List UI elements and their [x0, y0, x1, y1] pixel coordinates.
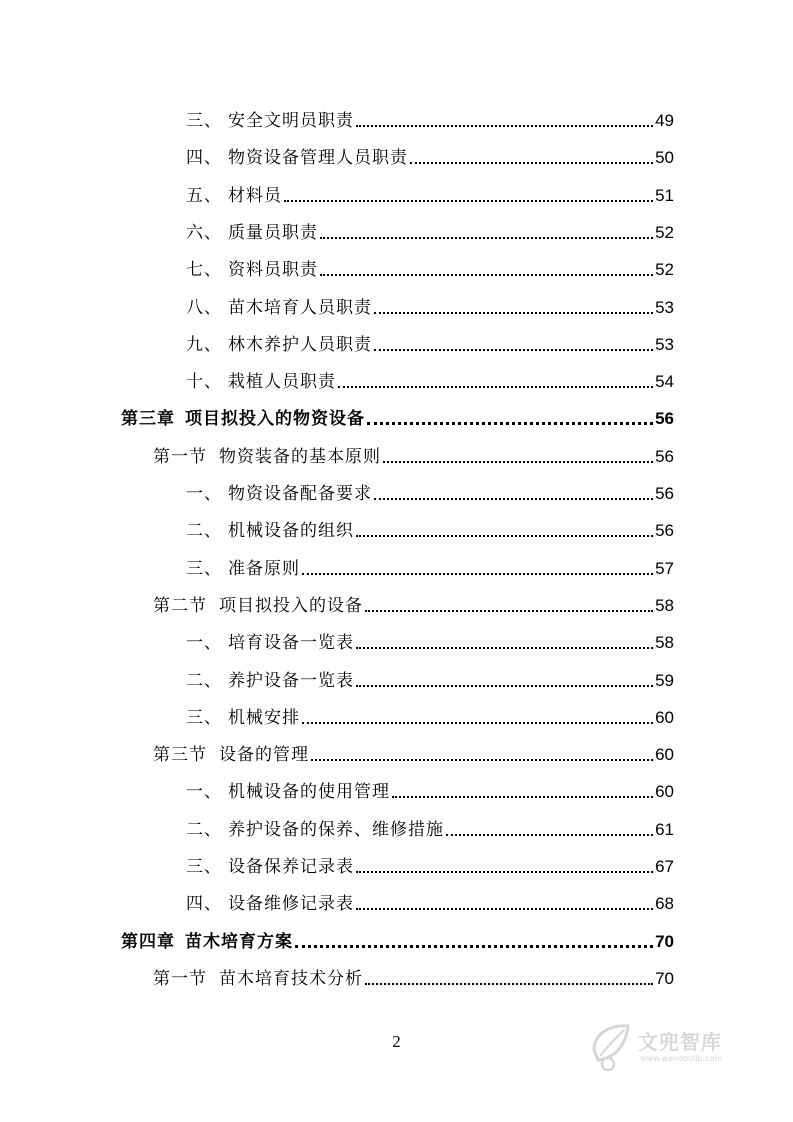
toc-entry-number: 八、: [186, 297, 222, 318]
toc-entry-page: 67: [655, 857, 674, 876]
toc-entry[interactable]: [186, 773, 674, 803]
toc-entry[interactable]: [121, 923, 674, 953]
toc-entry-page: 60: [655, 707, 674, 727]
toc-entry[interactable]: [121, 400, 674, 430]
toc-entry-label: [153, 446, 381, 468]
toc-entry-label: [186, 483, 372, 505]
toc-dot-leader: [367, 421, 653, 425]
toc-entry-page: 50: [655, 148, 674, 168]
toc-entry-page: 56: [655, 521, 674, 541]
toc-entry-page: 58: [655, 633, 674, 653]
toc-entry[interactable]: [153, 960, 674, 990]
toc-entry-number: 三、: [186, 558, 222, 579]
toc-entry[interactable]: [186, 699, 674, 729]
toc-entry-title: 安全文明员职责: [228, 111, 354, 131]
toc-dot-leader: [410, 161, 653, 164]
toc-entry[interactable]: [186, 550, 674, 580]
toc-entry[interactable]: [186, 885, 674, 915]
toc-entry-label: [186, 781, 390, 803]
toc-entry[interactable]: [153, 587, 674, 617]
toc-entry-page: 52: [655, 260, 674, 280]
toc-entry-label: [186, 147, 408, 169]
toc-entry-number: 第二节: [153, 595, 207, 616]
toc-dot-leader: [356, 870, 653, 873]
toc-entry-title: 项目拟投入的物资设备: [185, 409, 365, 430]
toc-entry-page: 70: [655, 931, 674, 951]
toc-entry-number: 六、: [186, 222, 222, 243]
toc-dot-leader: [374, 497, 653, 500]
toc-entry-number: 三、: [186, 857, 222, 877]
toc-entry-label: [153, 595, 363, 617]
toc-entry-label: [121, 931, 293, 953]
toc-entry-label: [186, 632, 354, 654]
toc-entry-label: [186, 334, 372, 356]
toc-entry-number: 一、: [186, 484, 222, 504]
toc-entry-number: 第一节: [153, 968, 207, 989]
toc-dot-leader: [356, 124, 653, 127]
toc-entry-label: [186, 297, 372, 319]
toc-dot-leader: [338, 385, 653, 388]
toc-entry-number: 三、: [186, 707, 222, 728]
toc-entry-title: 设备保养记录表: [228, 857, 354, 877]
toc-entry-title: 项目拟投入的设备: [219, 595, 363, 616]
toc-entry-page: 61: [655, 819, 674, 839]
toc-entry-label: [186, 558, 300, 580]
toc-entry-number: 四、: [186, 894, 222, 915]
toc-entry[interactable]: [186, 848, 674, 878]
toc-dot-leader: [374, 311, 653, 314]
toc-entry-number: 二、: [186, 521, 222, 542]
toc-entry-title: 机械设备的使用管理: [228, 782, 390, 803]
toc-entry-number: 一、: [186, 782, 222, 803]
toc-entry[interactable]: [186, 214, 674, 244]
toc-dot-leader: [320, 236, 653, 239]
toc-entry-page: 56: [655, 446, 674, 466]
toc-entry-page: 68: [655, 894, 674, 914]
toc-entry-title: 准备原则: [228, 558, 300, 579]
toc-entry-number: 第三章: [121, 409, 175, 430]
toc-entry-page: 57: [655, 558, 674, 578]
toc-dot-leader: [311, 758, 653, 761]
toc-entry[interactable]: [186, 662, 674, 692]
watermark-brand: 文兜智库: [638, 1030, 722, 1054]
toc-entry[interactable]: [186, 363, 674, 393]
toc-entry-title: 质量员职责: [228, 222, 318, 243]
toc-entry-page: 70: [655, 968, 674, 988]
toc-entry-number: 九、: [186, 334, 222, 355]
watermark-url: www.wendoulib.com: [640, 1054, 723, 1063]
toc-entry-title: 设备维修记录表: [228, 894, 354, 915]
toc-entry-number: 二、: [186, 670, 222, 691]
toc-dot-leader: [356, 534, 653, 537]
toc-entry-label: [186, 371, 336, 393]
toc-entry-title: 资料员职责: [228, 260, 318, 281]
toc-entry-title: 物资设备管理人员职责: [228, 148, 408, 169]
toc-entry-label: [186, 222, 318, 244]
toc-entry-title: 苗木培育人员职责: [228, 297, 372, 318]
toc-entry-label: [186, 893, 354, 915]
toc-entry-label: [153, 744, 309, 766]
toc-entry-number: 第一节: [153, 446, 207, 467]
toc-dot-leader: [383, 460, 653, 463]
toc-entry-label: [186, 707, 300, 729]
toc-entry-title: 物资装备的基本原则: [219, 446, 381, 467]
toc-entry[interactable]: [186, 139, 674, 169]
toc-entry-label: [186, 520, 354, 542]
watermark-leaf-icon: [588, 1016, 638, 1076]
toc-entry-title: 材料员: [228, 185, 282, 206]
toc-entry-label: [186, 259, 318, 281]
toc-dot-leader: [356, 907, 653, 910]
toc-entry[interactable]: [186, 475, 674, 505]
toc-entry-title: 林木养护人员职责: [228, 334, 372, 355]
toc-entry-page: 52: [655, 222, 674, 242]
toc-entry-label: [186, 110, 354, 132]
toc-dot-leader: [392, 795, 653, 798]
watermark-logo: [588, 1016, 768, 1076]
toc-dot-leader: [302, 572, 653, 575]
toc-entry-title: 养护设备一览表: [228, 670, 354, 691]
toc-entry[interactable]: [186, 811, 674, 841]
toc-entry-number: 一、: [186, 633, 222, 654]
toc-dot-leader: [374, 348, 653, 351]
toc-dot-leader: [295, 944, 653, 948]
toc-dot-leader: [446, 833, 653, 836]
toc-entry[interactable]: [186, 624, 674, 654]
toc-entry-title: 养护设备的保养、维修措施: [228, 819, 444, 840]
toc-entry-label: [186, 856, 354, 878]
toc-entry[interactable]: [186, 177, 674, 207]
toc-entry-number: 五、: [186, 185, 222, 206]
toc-entry-page: 60: [655, 745, 674, 765]
toc-entry-page: 49: [655, 111, 674, 130]
toc-entry-page: 60: [655, 782, 674, 802]
toc-entry[interactable]: [186, 102, 674, 132]
toc-entry[interactable]: [153, 736, 674, 766]
toc-entry-title: 栽植人员职责: [228, 372, 336, 393]
toc-entry-label: [153, 968, 363, 990]
toc-dot-leader: [365, 982, 653, 985]
toc-entry[interactable]: [186, 512, 674, 542]
toc-entry-label: [121, 408, 365, 430]
toc-dot-leader: [302, 721, 653, 724]
toc-entry-page: 59: [655, 670, 674, 690]
toc-entry-title: 苗木培育技术分析: [219, 968, 363, 989]
toc-entry[interactable]: [186, 289, 674, 319]
toc-entry-title: 物资设备配备要求: [228, 484, 372, 504]
toc-entry-number: 三、: [186, 111, 222, 131]
toc-dot-leader: [284, 199, 653, 202]
toc-entry-page: 51: [655, 185, 674, 205]
toc-entry-page: 54: [655, 372, 674, 392]
toc-entry-number: 十、: [186, 372, 222, 393]
toc-dot-leader: [365, 609, 653, 612]
toc-entry[interactable]: [186, 251, 674, 281]
toc-entry-label: [186, 185, 282, 207]
toc-entry-page: 56: [655, 409, 674, 429]
toc-entry-page: 53: [655, 297, 674, 317]
toc-entry-page: 58: [655, 595, 674, 615]
toc-entry-title: 机械安排: [228, 707, 300, 728]
toc-dot-leader: [320, 273, 653, 276]
page-number: 2: [392, 1032, 401, 1051]
toc-entry[interactable]: [153, 438, 674, 468]
toc-entry-label: [186, 819, 444, 841]
toc-entry-number: 四、: [186, 148, 222, 169]
toc-entry-page: 53: [655, 334, 674, 354]
toc-dot-leader: [356, 684, 653, 687]
toc-entry-number: 第三节: [153, 745, 207, 766]
toc-entry-title: 设备的管理: [219, 745, 309, 766]
toc-entry-title: 苗木培育方案: [185, 931, 293, 952]
toc-entry-label: [186, 670, 354, 692]
toc-entry-page: 56: [655, 484, 674, 503]
toc-entry-number: 七、: [186, 260, 222, 281]
toc-entry-number: 二、: [186, 819, 222, 840]
toc-entry-title: 培育设备一览表: [228, 633, 354, 654]
toc-entry[interactable]: [186, 326, 674, 356]
toc-entry-number: 第四章: [121, 931, 175, 952]
toc-dot-leader: [356, 646, 653, 649]
toc-entry-title: 机械设备的组织: [228, 521, 354, 542]
